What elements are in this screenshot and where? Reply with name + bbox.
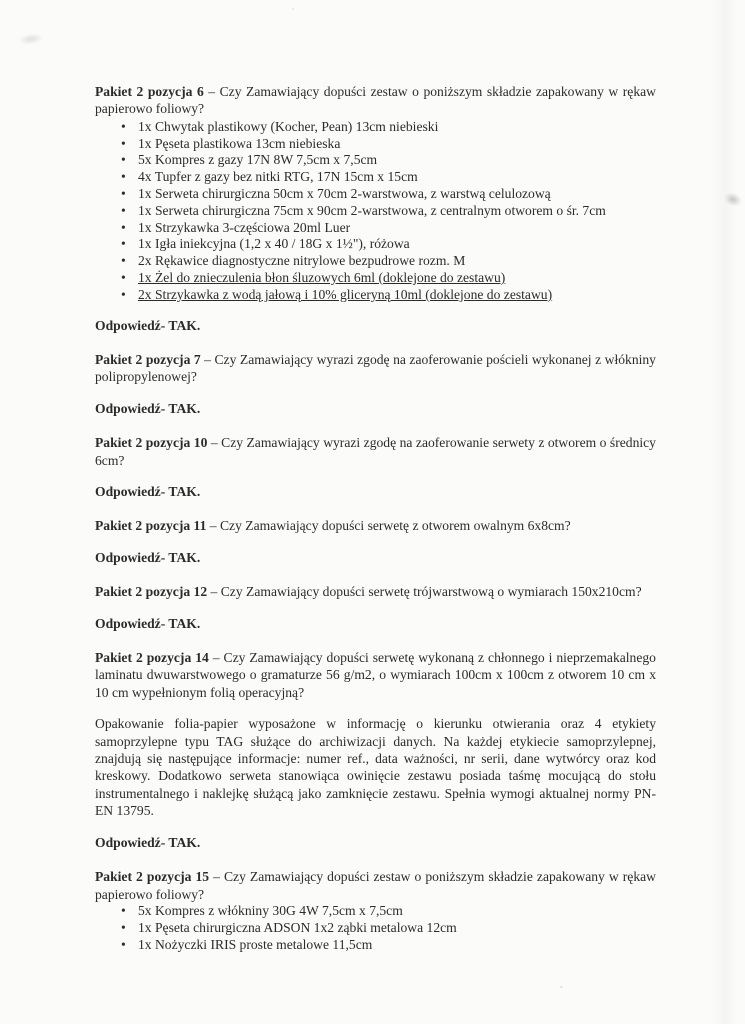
scan-smudge-top-left (17, 32, 44, 46)
question-text: – Czy Zamawiający dopuści serwetę wykonaną z chłonnego i nieprzemakalnego laminatu dwuwarstwowego o gramaturze 56 g/m2, o wymiarach 100cm x 100cm z otworem 10 cm x 10 cm wypełnionym folią operacyjną? (95, 650, 656, 700)
item-list (95, 119, 656, 304)
question-paragraph (95, 351, 656, 386)
answer-text: Odpowiedź- TAK. (95, 615, 201, 631)
qa-section-pakiet-2-pozycja-7 (95, 351, 656, 417)
question-text: – Czy Zamawiający wyrazi zgodę na zaoferowanie pościeli wykonanej z włókniny polipropylenowej? (95, 351, 656, 385)
question-text: – Czy Zamawiający dopuści serwetę trójwarstwową o wymiarach 150x210cm? (207, 584, 642, 600)
list-item-text: 1x Serweta chirurgiczna 50cm x 70cm 2-warstwowa, z warstwą celulozową (138, 186, 551, 201)
list-item-text: 1x Chwytak plastikowy (Kocher, Pean) 13cm niebieski (138, 118, 439, 134)
answer-text: Odpowiedź- TAK. (95, 484, 201, 500)
question-paragraph (95, 434, 656, 469)
scan-smudge-right-edge (722, 190, 743, 208)
qa-section-pakiet-2-pozycja-6 (95, 83, 656, 334)
scan-speck (292, 8, 294, 10)
list-item-text: 1x Igła iniekcyjna (1,2 x 40 / 18G x 1½"), różowa (138, 236, 410, 252)
list-item (95, 136, 656, 153)
question-paragraph (95, 517, 656, 534)
question-text: – Czy Zamawiający dopuści zestaw o poniższym składzie zapakowany w rękaw papierowo foliowy? (95, 84, 656, 117)
question-text: – Czy Zamawiający dopuści serwetę z otworem owalnym 6x8cm? (206, 518, 571, 534)
list-item (95, 152, 656, 169)
list-item-text: 1x Nożyczki IRIS proste metalowe 11,5cm (138, 936, 373, 952)
description-paragraph: Opakowanie folia-papier wyposażone w informację o kierunku otwierania oraz 4 etykiety samoprzylepne typu TAG służące do archiwizacji danych. Na każdej etykiecie samoprzylepnej, znajdują się następujące informacje: numer ref., data ważności, nr serii, dane wytwórcy oraz kod kreskowy. Dodatkowo serweta stanowiąca owinięcie zestawu posiada taśmę mocującą do stołu instrumentalnego i naklejkę służącą jako zamknięcie zestawu. Spełnia wymogi aktualnej normy PN-EN 13795. (95, 716, 656, 819)
list-item (95, 169, 656, 186)
list-item-text: 2x Strzykawka z wodą jałową i 10% gliceryną 10ml (doklejone do zestawu) (138, 286, 553, 302)
list-item (95, 253, 656, 270)
list-item-text: 4x Tupfer z gazy bez nitki RTG, 17N 15cm x 15cm (138, 169, 418, 185)
list-item (95, 236, 656, 253)
section-heading: Pakiet 2 pozycja 7 (95, 351, 201, 367)
section-heading: Pakiet 2 pozycja 12 (95, 584, 208, 600)
list-item (95, 220, 656, 237)
section-heading: Pakiet 2 pozycja 10 (95, 435, 208, 451)
list-item-text: 1x Strzykawka 3-częściowa 20ml Luer (138, 219, 351, 235)
list-item (95, 903, 656, 920)
question-paragraph (95, 83, 656, 118)
list-item (95, 270, 656, 287)
question-text: – Czy Zamawiający dopuści zestaw o poniższym składzie zapakowany w rękaw papierowo foliowy? (95, 869, 656, 902)
list-item-text: 5x Kompres z włókniny 30G 4W 7,5cm x 7,5cm (138, 902, 403, 918)
question-paragraph (95, 868, 656, 903)
item-list (95, 903, 656, 953)
list-item-text: 1x Żel do znieczulenia błon śluzowych 6ml (doklejone do zestawu) (138, 269, 506, 285)
document-body (95, 83, 656, 953)
qa-section-pakiet-2-pozycja-12 (95, 583, 656, 632)
question-paragraph (95, 649, 656, 701)
qa-section-pakiet-2-pozycja-11 (95, 517, 656, 566)
list-item (95, 937, 656, 954)
section-heading: Pakiet 2 pozycja 11 (95, 518, 207, 534)
question-paragraph (95, 583, 656, 600)
list-item-text: 1x Pęseta plastikowa 13cm niebieska (138, 135, 341, 151)
question-text: – Czy Zamawiający wyrazi zgodę na zaoferowanie serwety z otworem o średnicy 6cm? (95, 435, 656, 468)
qa-section-pakiet-2-pozycja-14 (95, 649, 656, 851)
qa-section-pakiet-2-pozycja-15 (95, 868, 656, 953)
section-heading: Pakiet 2 pozycja 15 (95, 869, 210, 885)
list-item-text: 2x Rękawice diagnostyczne nitrylowe bezpudrowe rozm. M (138, 253, 466, 269)
list-item (95, 203, 656, 220)
list-item-text: 1x Pęseta chirurgiczna ADSON 1x2 ząbki metalowa 12cm (138, 919, 457, 935)
answer-text: Odpowiedź- TAK. (95, 549, 201, 565)
list-item (95, 186, 656, 203)
list-item-text: 1x Serweta chirurgiczna 75cm x 90cm 2-warstwowa, z centralnym otworem o śr. 7cm (138, 202, 606, 218)
list-item (95, 920, 656, 937)
list-item-text: 5x Kompres z gazy 17N 8W 7,5cm x 7,5cm (138, 152, 378, 168)
list-item (95, 287, 656, 304)
answer-text: Odpowiedź- TAK. (95, 400, 201, 416)
section-heading: Pakiet 2 pozycja 6 (95, 84, 204, 99)
scan-edge-shading (711, 0, 737, 1024)
document-page (95, 83, 656, 953)
answer-text: Odpowiedź- TAK. (95, 317, 201, 333)
list-item (95, 119, 656, 136)
section-heading: Pakiet 2 pozycja 14 (95, 650, 209, 666)
qa-section-pakiet-2-pozycja-10 (95, 434, 656, 500)
scan-speck (560, 986, 563, 988)
answer-text: Odpowiedź- TAK. (95, 834, 201, 850)
